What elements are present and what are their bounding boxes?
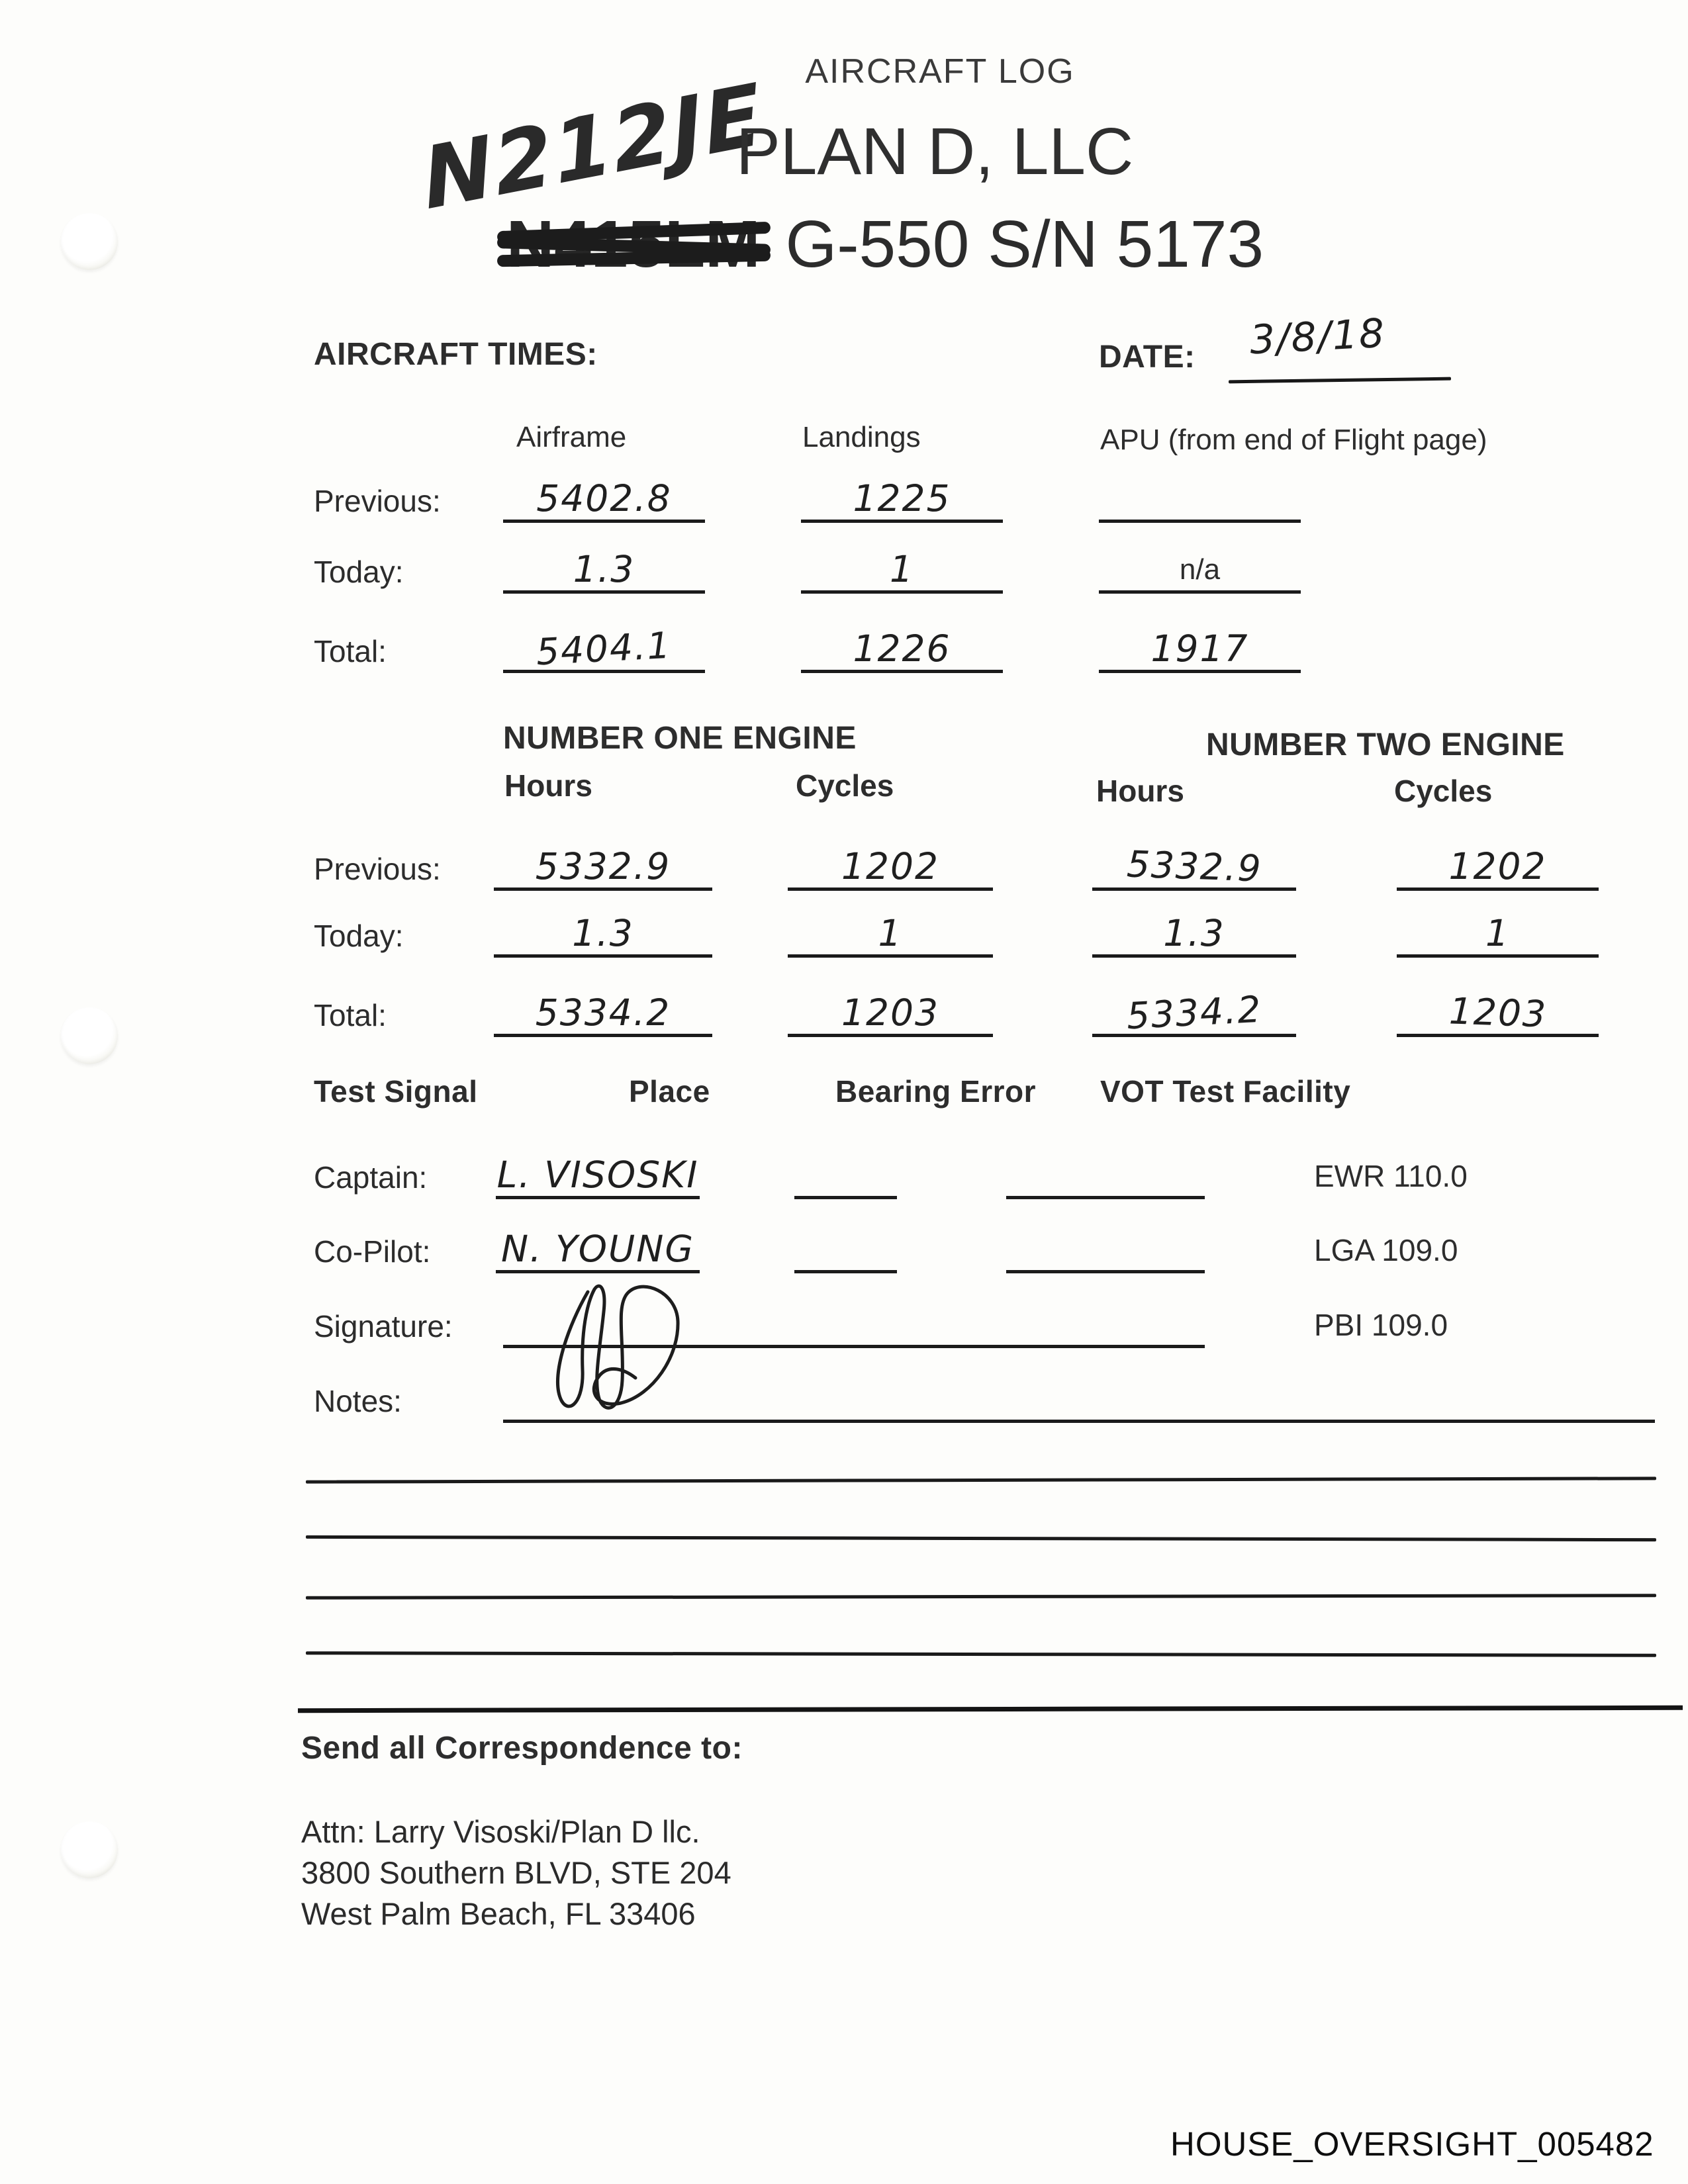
engine2-hours-today-value: 1.3 <box>1163 912 1225 955</box>
section-divider-line <box>298 1706 1683 1713</box>
engine1-hours-today-value: 1.3 <box>572 912 634 955</box>
date-underline <box>1229 377 1451 384</box>
table-row-engines-previous <box>314 827 1599 891</box>
engine2-cycles-today-field <box>1397 912 1599 958</box>
hole-punch-middle <box>61 1007 118 1064</box>
row-label: Today: <box>314 919 404 953</box>
hole-punch-bottom <box>61 1821 118 1878</box>
captain-label: Captain: <box>314 1160 428 1195</box>
notes-label: Notes: <box>314 1384 402 1418</box>
struck-old-tail-number <box>506 206 760 283</box>
copilot-vot-field <box>1006 1270 1205 1273</box>
apu-previous-field <box>1099 518 1301 523</box>
table-row-times-previous <box>314 459 1301 523</box>
table-row-notes <box>314 1359 1655 1423</box>
row-label: Total: <box>314 634 387 668</box>
column-header-airframe: Airframe <box>516 421 627 453</box>
captain-bearing-error-field <box>794 1196 897 1199</box>
copilot-place-field <box>496 1230 700 1273</box>
table-row-copilot <box>314 1210 1458 1273</box>
apu-today-field <box>1099 553 1301 594</box>
copilot-label: Co-Pilot: <box>314 1234 431 1269</box>
model-serial-text: G-550 S/N 5173 <box>785 207 1264 281</box>
correspondence-city-line: West Palm Beach, FL 33406 <box>301 1896 696 1931</box>
apu-today-value: n/a <box>1179 553 1221 586</box>
correspondence-street-line: 3800 Southern BLVD, STE 204 <box>301 1855 731 1890</box>
airframe-previous-field <box>503 477 705 523</box>
table-row-signature <box>314 1285 1448 1348</box>
table-row-engines-total <box>314 974 1599 1037</box>
airframe-today-value: 1.3 <box>573 548 635 591</box>
handwritten-date-value: 3/8/18 <box>1248 310 1387 364</box>
header-vot-test-facility: VOT Test Facility <box>1100 1074 1351 1109</box>
correspondence-attn-line: Attn: Larry Visoski/Plan D llc. <box>301 1814 700 1849</box>
landings-previous-field <box>801 477 1003 523</box>
engine2-hours-total-value: 5334.2 <box>1125 987 1263 1038</box>
landings-total-field <box>801 627 1003 673</box>
signature-label: Signature: <box>314 1309 453 1343</box>
row-label: Total: <box>314 998 387 1032</box>
engine1-cycles-previous-field <box>788 845 993 891</box>
hole-punch-top <box>61 213 118 270</box>
document-id-stamp: HOUSE_OVERSIGHT_005482 <box>1170 2125 1654 2163</box>
engine1-hours-previous-field <box>494 845 712 891</box>
table-row-captain <box>314 1136 1468 1199</box>
engine1-cycles-previous-value: 1202 <box>841 845 939 888</box>
column-header-landings: Landings <box>802 421 921 453</box>
engine-two-cycles-header: Cycles <box>1394 774 1493 808</box>
engine1-cycles-today-field <box>788 912 993 958</box>
date-label: DATE: <box>1099 340 1196 375</box>
vot-facility-ewr: EWR 110.0 <box>1314 1159 1468 1193</box>
captain-place-field <box>496 1156 700 1199</box>
header-bearing-error: Bearing Error <box>835 1074 1037 1109</box>
blank-note-line <box>306 1594 1656 1600</box>
table-row-times-total <box>314 610 1301 673</box>
handwritten-signature-scribble <box>523 1277 755 1420</box>
engine2-cycles-total-value: 1203 <box>1448 989 1548 1036</box>
engine2-hours-previous-value: 5332.9 <box>1125 842 1263 890</box>
airframe-previous-value: 5402.8 <box>536 477 672 520</box>
header-test-signal: Test Signal <box>314 1074 478 1109</box>
landings-today-field <box>801 548 1003 594</box>
company-name: PLAN D, LLC <box>736 114 1134 189</box>
engine2-cycles-previous-value: 1202 <box>1448 845 1547 888</box>
correspondence-heading: Send all Correspondence to: <box>301 1731 743 1766</box>
engine-one-heading: NUMBER ONE ENGINE <box>503 721 857 756</box>
aircraft-times-heading: AIRCRAFT TIMES: <box>314 337 598 372</box>
header-place: Place <box>629 1074 710 1109</box>
engine-one-cycles-header: Cycles <box>796 768 894 803</box>
engine1-cycles-total-field <box>788 991 993 1037</box>
apu-total-value: 1917 <box>1150 627 1249 670</box>
engine1-hours-today-field <box>494 912 712 958</box>
column-header-apu: APU (from end of Flight page) <box>1100 424 1487 456</box>
copilot-bearing-error-field <box>794 1270 897 1273</box>
airframe-total-field <box>503 623 705 674</box>
notes-field <box>503 1420 1655 1423</box>
engine-one-hours-header: Hours <box>504 768 592 803</box>
landings-total-value: 1226 <box>853 627 951 670</box>
captain-name-value: L. VISOSKI <box>496 1154 699 1197</box>
blank-note-line <box>306 1477 1656 1483</box>
apu-total-field <box>1099 627 1301 673</box>
vot-facility-pbi: PBI 109.0 <box>1314 1308 1448 1342</box>
page-title: AIRCRAFT LOG <box>805 52 1075 91</box>
engine-two-hours-header: Hours <box>1096 774 1184 808</box>
engine1-cycles-today-value: 1 <box>878 912 903 955</box>
handwritten-tail-number: N212JE <box>417 65 769 230</box>
engine2-cycles-previous-field <box>1397 845 1599 891</box>
captain-vot-field <box>1006 1196 1205 1199</box>
engine2-hours-today-field <box>1092 912 1296 958</box>
engine2-cycles-today-value: 1 <box>1485 912 1510 955</box>
table-row-engines-today <box>314 894 1599 958</box>
engine1-hours-total-value: 5334.2 <box>535 991 671 1034</box>
airframe-today-field <box>503 548 705 594</box>
landings-today-value: 1 <box>890 548 914 591</box>
engine2-hours-previous-field <box>1092 842 1296 891</box>
model-serial-line <box>506 206 1264 283</box>
engine1-cycles-total-value: 1203 <box>841 991 939 1034</box>
engine2-hours-total-field <box>1092 987 1296 1038</box>
blank-note-line <box>306 1535 1656 1541</box>
engine-two-heading: NUMBER TWO ENGINE <box>1206 727 1565 762</box>
engine1-hours-previous-value: 5332.9 <box>535 845 671 888</box>
vot-facility-lga: LGA 109.0 <box>1314 1233 1458 1267</box>
copilot-name-value: N. YOUNG <box>500 1228 695 1271</box>
airframe-total-value: 5404.1 <box>535 623 673 674</box>
row-label: Previous: <box>314 852 441 886</box>
blank-note-line <box>306 1651 1656 1657</box>
landings-previous-value: 1225 <box>853 477 951 520</box>
engine2-cycles-total-field <box>1397 989 1599 1037</box>
row-label: Previous: <box>314 484 441 518</box>
engine1-hours-total-field <box>494 991 712 1037</box>
table-row-times-today <box>314 530 1301 594</box>
row-label: Today: <box>314 555 404 589</box>
